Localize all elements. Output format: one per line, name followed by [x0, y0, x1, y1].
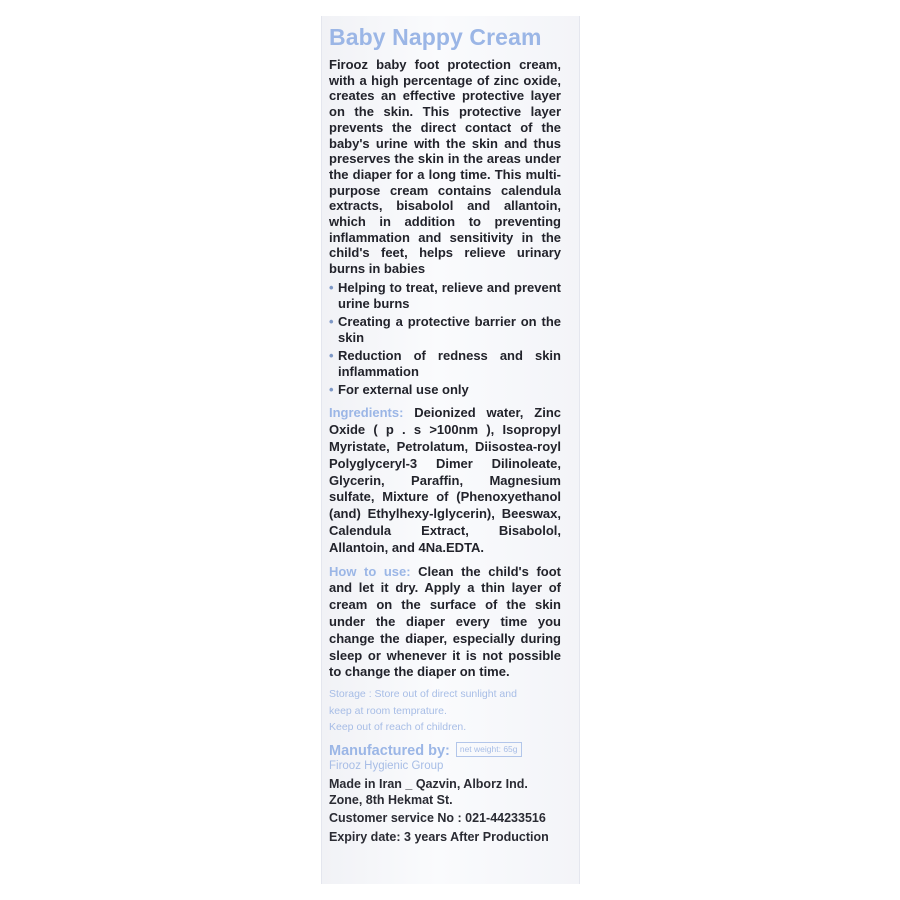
manufacturer-label: Manufactured by:	[329, 742, 450, 759]
ingredients-label: Ingredients:	[329, 405, 404, 421]
storage-section	[329, 686, 561, 736]
how-to-use-label: How to use:	[329, 563, 411, 579]
benefit-item	[329, 280, 561, 313]
address-line: Zone, 8th Hekmat St.	[329, 793, 453, 808]
benefit-list	[329, 280, 561, 399]
expiry-date: Expiry date: 3 years After Production	[329, 829, 549, 844]
customer-service	[329, 809, 561, 827]
customer-service-label: Customer service No	[329, 810, 455, 825]
ingredients-text: Deionized water, Zinc Oxide ( p . s >100nm ), Isopropyl Myristate, Petrolatum, Diisostea-royl Polyglyceryl-3 Dimer Dilinoleate, Glycerin, Paraffin, Magnesium sulfate, Mixture of (Phenoxyethanol (and) Ethylhexy-lglycerin), Beeswax, Calendula Extract, Bisabolol, Allantoin, and 4Na.EDTA.	[329, 405, 561, 555]
benefit-item	[329, 348, 561, 381]
ingredients-section	[329, 405, 561, 556]
bullet-icon: •	[329, 381, 334, 397]
label-content	[329, 24, 561, 847]
address-line: Made in Iran _ Qazvin, Alborz Ind.	[329, 776, 528, 791]
how-to-use-text: Clean the child's foot and let it dry. Apply a thin layer of cream on the surface of the skin under the diaper every time you change the diaper, especially during sleep or whenever it is not possible to change the diaper on time.	[329, 563, 561, 680]
bullet-icon: •	[329, 279, 334, 295]
bullet-icon: •	[329, 347, 334, 363]
customer-service-number: : 021-44233516	[457, 810, 546, 825]
benefit-text: Reduction of redness and skin inflammation	[338, 347, 561, 380]
storage-line: Storage : Store out of direct sunlight and	[329, 688, 517, 701]
benefit-text: Creating a protective barrier on the skin	[338, 313, 561, 346]
benefit-item	[329, 314, 561, 347]
product-description: Firooz baby foot protection cream, with a high percentage of zinc oxide, creates an effective protective layer on the skin. This protective layer prevents the direct contact of the baby's urine with the skin and thus preserves the skin in the areas under the diaper for a long time. This multi-purpose cream contains calendula extracts, bisabolol and allantoin, which in addition to preventing inflammation and sensitivity in the child's feet, helps relieve urinary burns in babies	[329, 57, 561, 277]
storage-warning: Keep out of reach of children.	[329, 721, 467, 734]
bullet-icon: •	[329, 313, 334, 329]
benefit-text: Helping to treat, relieve and prevent urine burns	[338, 279, 561, 312]
company-name: Firooz Hygienic Group	[329, 759, 444, 772]
benefit-text: For external use only	[338, 381, 469, 397]
manufacturer-row	[329, 742, 561, 759]
product-title: Baby Nappy Cream	[329, 24, 542, 50]
address	[329, 776, 561, 809]
net-weight-badge: net weight: 65g	[456, 742, 522, 757]
how-to-use-section	[329, 564, 561, 682]
benefit-item	[329, 382, 561, 399]
storage-line: keep at room temprature.	[329, 704, 447, 717]
